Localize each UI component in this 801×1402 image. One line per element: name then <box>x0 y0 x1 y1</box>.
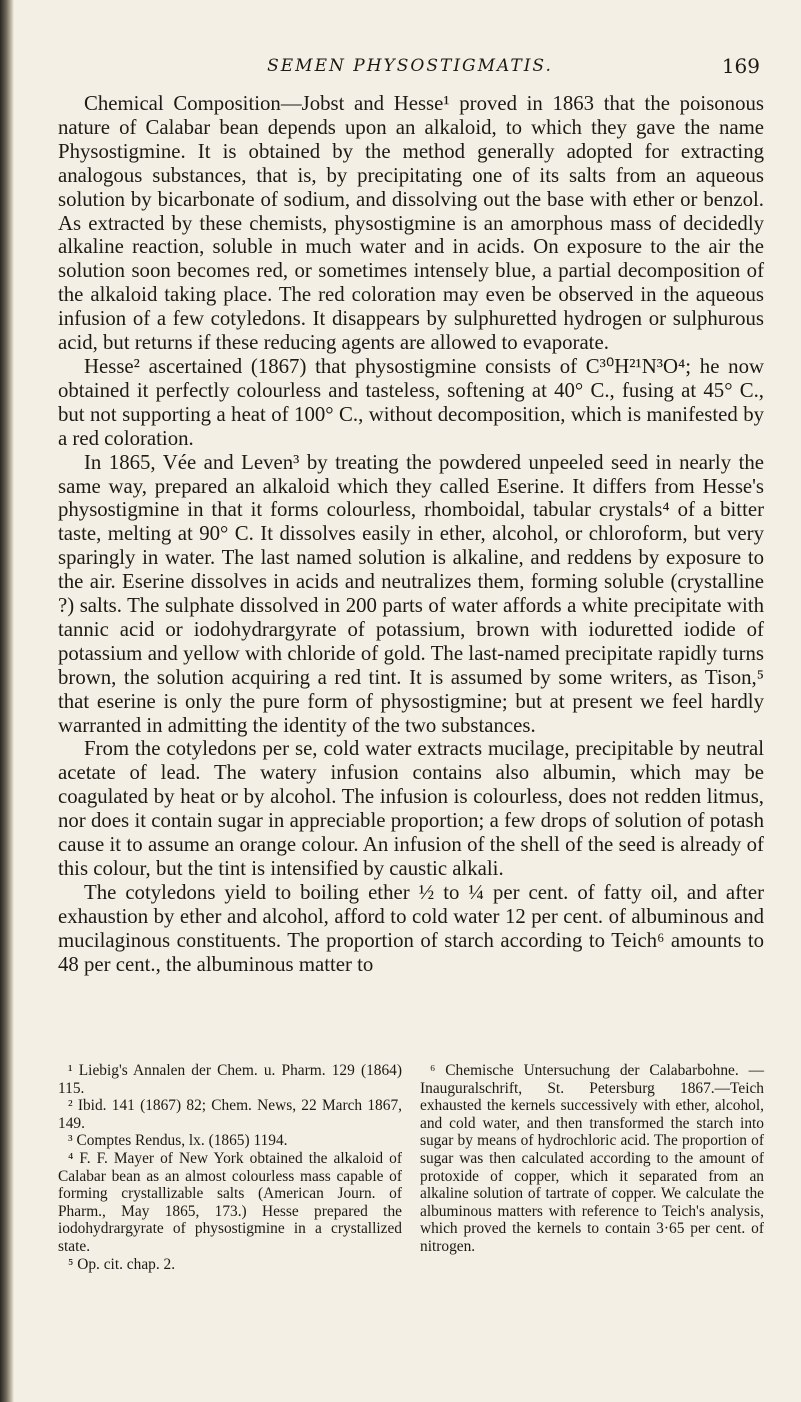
paragraph-eserine <box>58 451 764 738</box>
footnotes-left-column <box>58 1062 402 1273</box>
paragraph-text: The cotyledons yield to boiling ether ½ to ¼ per cent. of fatty oil, and after exhaustion by ether and alcohol, afford to cold water 12 per cent. of albuminous and mucilaginous constituents. The proportion of starch according to Teich⁶ amounts to 48 per cent., the albuminous matter to <box>58 880 764 976</box>
page-binding-shadow <box>0 0 14 1402</box>
paragraph-text: From the cotyledons per se, cold water extracts mucilage, precipitable by neutral acetate of lead. The watery infusion contains also albumin, which may be coagulated by heat or by alcohol. The infusion is colourless, does not redden litmus, nor does it contain sugar in appreciable proportion; a few drops of solution of potash cause it to assume an orange colour. An infusion of the shell of the seed is already of this colour, but the tint is intensified by caustic alkali. <box>58 737 764 880</box>
footnote: ⁵ Op. cit. chap. 2. <box>68 1255 176 1273</box>
paragraph-fatty-oil <box>58 881 764 977</box>
paragraph-text: —Jobst and Hesse¹ proved in 1863 that the poisonous nature of Calabar bean depends upon an alkaloid, to which they gave the name Physostigmine. It is obtained by the method generally adopted for extracting analogous substances, that is, by precipitating one of its salts from an aqueous solution by bicarbonate of sodium, and dissolving out the base with ether or benzol. As extracted by these chemists, physostigmine is an amorphous mass of decidedly alkaline reaction, soluble in much water and in acids. On exposure to the air the solution soon becomes red, or sometimes intensely blue, a partial decomposition of the alkaloid taking place. The red coloration may even be observed in the aqueous infusion of a few cotyledons. It disappears by sulphuretted hydrogen or sulphurous acid, but returns if these reducing agents are allowed to evaporate. <box>58 92 764 355</box>
paragraph-cotyledons <box>58 737 764 880</box>
running-head: SEMEN PHYSOSTIGMATIS. <box>267 56 553 76</box>
footnote: ⁶ Chemische Untersuchung der Calabarbohne. — Inauguralschrift, St. Petersburg 1867.—Teich exhausted the kernels successively with ether, alcohol, and cold water, and then transformed the starch into sugar by means of hydrochloric acid. The proportion of sugar was then calculated according to the amount of protoxide of copper, which it separated from an alkaline solution of tartrate of copper. We calculate the albuminous matters with reference to Teich's analysis, which proved the kernels to contain 3·65 per cent. of nitrogen. <box>420 1062 764 1255</box>
paragraph-hesse <box>58 355 764 451</box>
footnote: ⁴ F. F. Mayer of New York obtained the alkaloid of Calabar bean as an almost colourless mass capable of forming crystallizable salts (American Journ. of Pharm., May 1865, 173.) Hesse prepared the iodohydrargyrate of physostigmine in a crystallized state. <box>58 1149 402 1255</box>
footnotes-right-column <box>420 1062 764 1273</box>
paragraph-text: Hesse² ascertained (1867) that physostigmine consists of C³⁰H²¹N³O⁴; he now obtained it perfectly colourless and tasteless, softening at 40° C., fusing at 45° C., but not supporting a heat of 100° C., without decomposition, which is manifested by a red coloration. <box>58 354 764 450</box>
page-header <box>60 54 760 82</box>
paragraph-text: In 1865, Vée and Leven³ by treating the powdered unpeeled seed in nearly the same way, prepared an alkaloid which they called Eserine. It differs from Hesse's physostigmine in that it forms colourless, rhomboidal, tabular crystals⁴ of a bitter taste, melting at 90° C. It dissolves easily in ether, alcohol, or chloroform, but very sparingly in water. The last named solution is alkaline, and reddens by exposure to the air. Eserine dissolves in acids and neutralizes them, forming soluble (crystalline ?) salts. The sulphate dissolved in 200 parts of water affords a white precipitate with tannic acid or iodohydrargyrate of potassium, brown with ioduretted iodide of potassium and yellow with chloride of gold. The last-named precipitate rapidly turns brown, the solution acquiring a red tint. It is assumed by some writers, as Tison,⁵ that eserine is only the pure form of physostigmine; but at present we feel hardly warranted in admitting the identity of the two substances. <box>58 450 764 737</box>
footnote: ² Ibid. 141 (1867) 82; Chem. News, 22 March 1867, 149. <box>58 1097 402 1132</box>
body-text <box>58 92 764 977</box>
footnote: ¹ Liebig's Annalen der Chem. u. Pharm. 129 (1864) 115. <box>58 1062 402 1097</box>
page-number: 169 <box>721 54 760 78</box>
footnotes <box>58 1062 764 1273</box>
paragraph-chemical-composition <box>58 92 764 355</box>
footnote: ³ Comptes Rendus, lx. (1865) 1194. <box>68 1132 288 1150</box>
paragraph-lead: Chemical Composition <box>84 92 281 115</box>
